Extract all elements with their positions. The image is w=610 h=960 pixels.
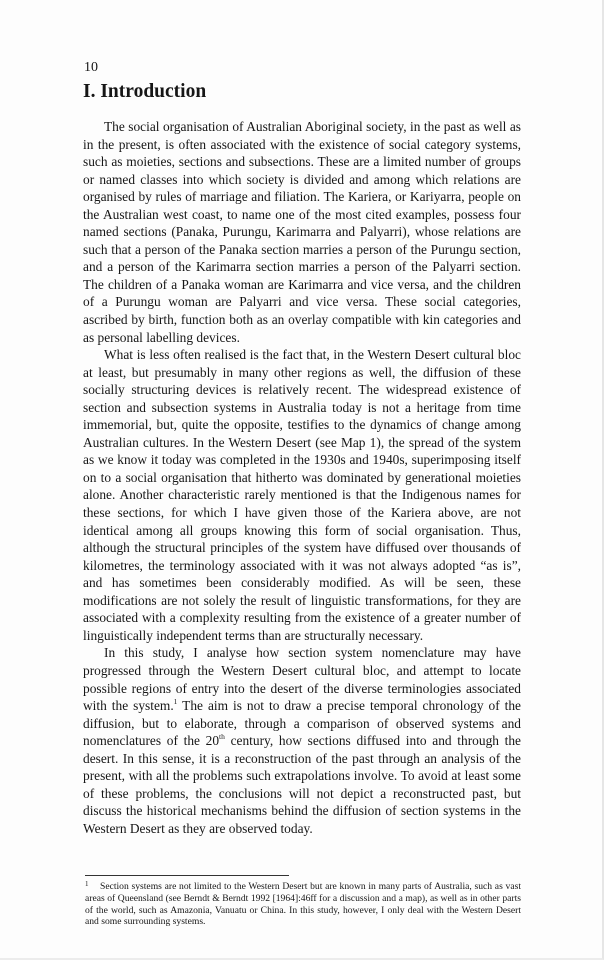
paragraph-text: century, how sections diffused into and through the desert. In this sense, it is a reconstruction of the past through an analysis of the present, with all the problems such extrapolations involve. To avoid at least some of these problems, the conclusions will not depict a reconstructed past, but discuss the historical mechanisms behind the diffusion of section systems in the Western Desert as they are observed today. (83, 733, 522, 836)
paragraph-text: The social organisation of Australian Aboriginal society, in the past as well as in the present, is often associated with the existence of social category systems, such as moieties, sections and subsections. These are a limited number of groups or named classes into which society is divided and among which relations are organised by rules of marriage and filiation. The Kariera, or Kariyarra, people on the Australian west coast, to name one of the most cited examples, possess four named sections (Panaka, Purungu, Karimarra and Palyarri), whose relations are such that a person of the Panaka section marries a person of the Purungu section, and a person of the Karimarra section marries a person of the Palyarri section. The children of a Panaka woman are Karimarra and vice versa, and the children of a Purungu woman are Palyarri and vice versa. These social categories, ascribed by birth, function both as an overlay compatible with kin categories and as personal labelling devices. (83, 119, 521, 345)
body-text (83, 118, 521, 837)
paragraph-3 (83, 644, 521, 837)
paragraph-2 (83, 346, 521, 644)
footnote-text: Section systems are not limited to the Western Desert but are known in many parts of Australia, such as vast areas of Queensland (see Berndt & Berndt 1992 [1964]:46ff for a discussion and a map), as well as in other parts of the world, such as Amazonia, Vanuatu or China. In this study, however, I only deal with the Western Desert and some surrounding systems. (85, 881, 521, 928)
section-heading: I. Introduction (83, 81, 207, 102)
footnote-reference[interactable]: 1 (173, 697, 178, 707)
footnote-paragraph: 1 Section systems are not limited to the Western Desert but are known in many parts of Australia, such as vast areas of Queensland (see Berndt & Berndt 1992 [1964]:46ff for a discussion and a map), as well as in other parts of the world, such as Amazonia, Vanuatu or China. In this study, however, I only deal with the Western Desert and some surrounding systems. (85, 880, 521, 928)
page-number: 10 (84, 60, 98, 75)
footnote (85, 881, 521, 927)
paragraph-text: What is less often realised is the fact that, in the Western Desert cultural bloc at least, but presumably in many other regions as well, the diffusion of these socially structuring devices is relatively recent. The widespread existence of section and subsection systems in Australia today is not a heritage from time immemorial, but, quite the opposite, testifies to the dynamics of change among Australian cultures. In the Western Desert (see Map 1), the spread of the system as we know it today was completed in the 1930s and 1940s, superimposing itself on to a social organisation that hitherto was dominated by generational moieties alone. Another characteristic rarely mentioned is that the Indigenous names for these sections, for which I have given those of the Kariera above, are not identical among all groups knowing this form of social organisation. Thus, although the structural principles of the system have diffused over thousands of kilometres, the terminology associated with it was not always adopted “as is”, and has sometimes been considerably modified. As will be seen, these modifications are not solely the result of linguistic transformations, for they are associated with a complexity resulting from the existence of a greater number of linguistically independent terms than are structurally necessary. (83, 347, 521, 643)
footnote-divider (85, 875, 289, 876)
ordinal-suffix: th (219, 732, 225, 742)
paragraph-1 (83, 118, 521, 346)
paragraph-text: In this study, I analyse how section system nomenclature may have progressed through the Western Desert cultural bloc, and attempt to locate possible regions of entry into the desert of the diverse terminologies associated with the system. (83, 645, 521, 714)
paragraph-text: The aim is not to draw a precise temporal chronology of the diffusion, but to elaborate, through a comparison of observed systems and nomenclatures of the 20 (83, 698, 521, 749)
